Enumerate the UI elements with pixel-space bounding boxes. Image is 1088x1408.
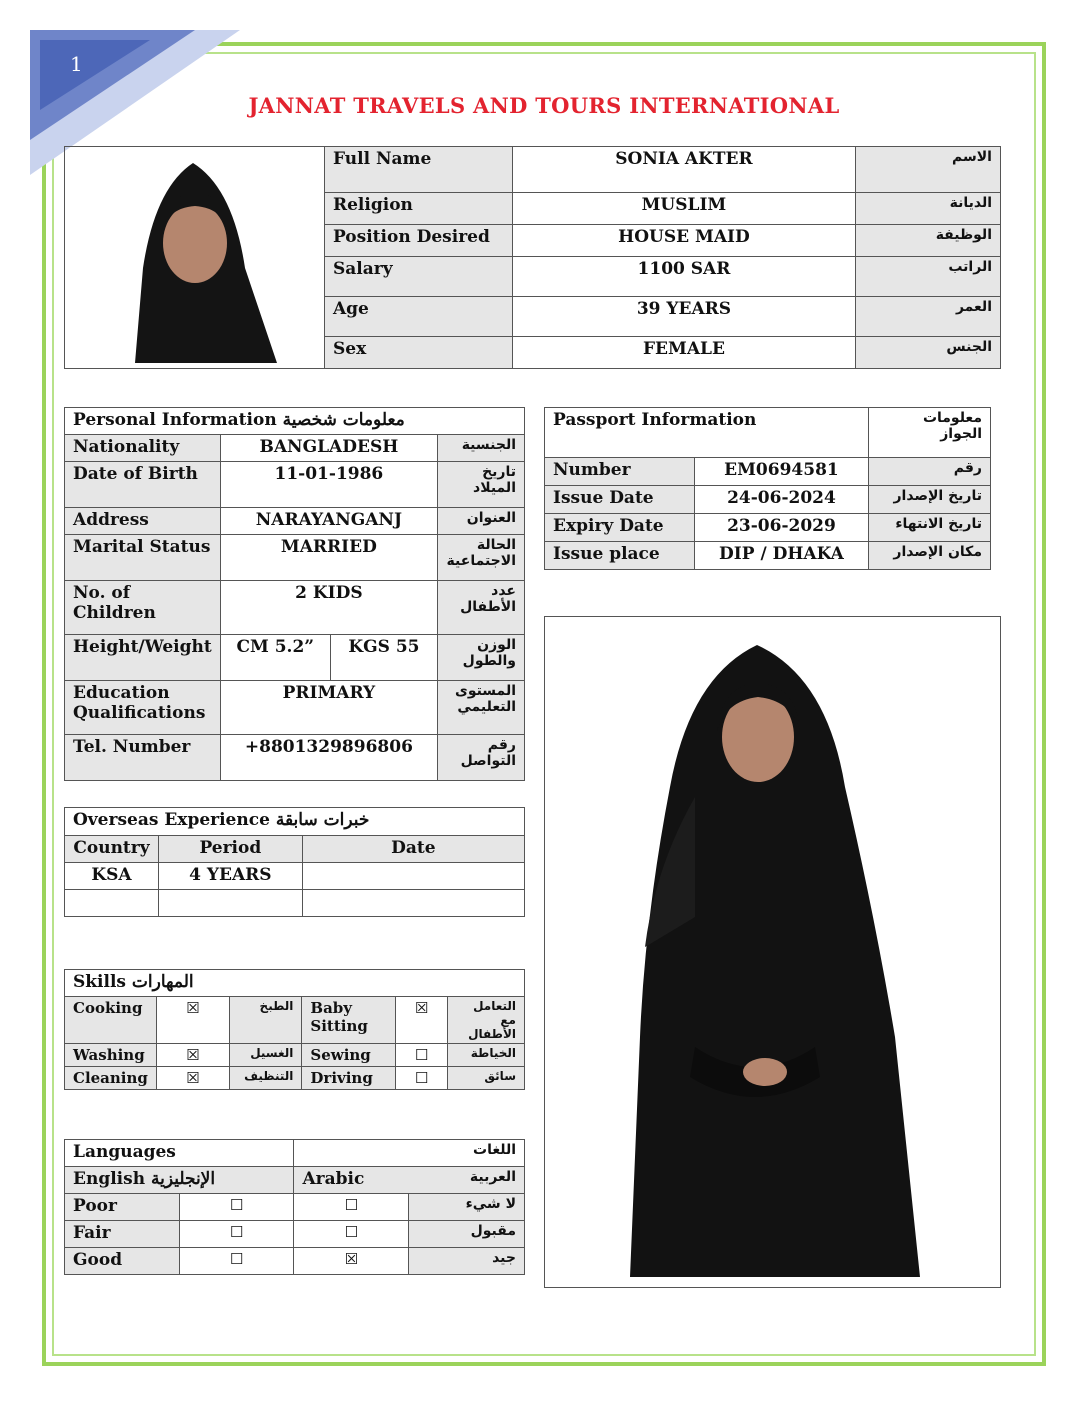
skill-washing-checkbox[interactable]: ☒ [156,1044,229,1067]
top-value-0: SONIA AKTER [512,147,855,193]
overseas-row1-period [158,890,302,917]
top-label-1: Religion [324,193,512,225]
top-ar-5: الجنس [856,337,1001,369]
arabic-good-checkbox[interactable]: ☒ [294,1248,409,1275]
overseas-row1-date [302,890,524,917]
level-poor-ar: لا شيء [409,1194,525,1221]
personal-label-4: No. of Children [65,581,221,635]
skill-washing: Washing [65,1044,157,1067]
skill-cleaning-checkbox[interactable]: ☒ [156,1067,229,1090]
overseas-col-period: Period [158,836,302,863]
top-ar-3: الراتب [856,257,1001,297]
personal-value-0: BANGLADESH [220,435,437,462]
skill-cooking: Cooking [65,997,157,1044]
passport-label-2: Expiry Date [545,514,695,542]
top-label-5: Sex [324,337,512,369]
overseas-col-date: Date [302,836,524,863]
top-ar-4: العمر [856,297,1001,337]
personal-ar-4: عدد الأطفال [438,581,525,635]
top-value-3: 1100 SAR [512,257,855,297]
passport-header: Passport Information [545,408,869,458]
languages-table [64,1139,525,1275]
skill-sewing-checkbox[interactable]: ☐ [396,1044,447,1067]
personal-label-1: Date of Birth [65,462,221,508]
arabic-poor-checkbox[interactable]: ☐ [294,1194,409,1221]
passport-info-table [544,407,991,570]
skill-sewing: Sewing [302,1044,396,1067]
top-info-table [64,146,1001,369]
personal-value-2: NARAYANGANJ [220,508,437,535]
personal-label-5: Height/Weight [65,635,221,681]
language-english: English الإنجليزية [65,1167,294,1194]
skill-driving: Driving [302,1067,396,1090]
english-poor-checkbox[interactable]: ☐ [179,1194,294,1221]
passport-ar-3: مكان الإصدار [869,542,991,570]
language-arabic-ar: العربية [409,1167,525,1194]
personal-label-0: Nationality [65,435,221,462]
level-good-ar: جيد [409,1248,525,1275]
level-fair-ar: مقبول [409,1221,525,1248]
top-value-4: 39 YEARS [512,297,855,337]
personal-ar-5: الوزن والطول [438,635,525,681]
skills-table [64,969,525,1090]
overseas-table [64,807,525,917]
passport-ar-2: تاريخ الانتهاء [869,514,991,542]
personal-ar-7: رقم التواصل [438,735,525,781]
overseas-col-country: Country [65,836,159,863]
skill-baby-sitting-checkbox[interactable]: ☒ [396,997,447,1044]
personal-weight: KGS 55 [330,635,437,681]
skill-cleaning-ar: التنظيف [229,1067,302,1090]
level-fair: Fair [65,1221,180,1248]
skill-sewing-ar: الخياطة [447,1044,524,1067]
overseas-row0-date [302,863,524,890]
level-good: Good [65,1248,180,1275]
personal-ar-3: الحالة الاجتماعية [438,535,525,581]
personal-ar-1: تاريخ الميلاد [438,462,525,508]
personal-value-4: 2 KIDS [220,581,437,635]
english-fair-checkbox[interactable]: ☐ [179,1221,294,1248]
level-poor: Poor [65,1194,180,1221]
personal-value-3: MARRIED [220,535,437,581]
skill-cooking-checkbox[interactable]: ☒ [156,997,229,1044]
passport-label-1: Issue Date [545,486,695,514]
personal-label-7: Tel. Number [65,735,221,781]
passport-label-3: Issue place [545,542,695,570]
skill-washing-ar: الغسيل [229,1044,302,1067]
skill-baby-sitting-ar: التعامل مع الأطفال [447,997,524,1044]
skill-baby-sitting: Baby Sitting [302,997,396,1044]
overseas-row0-country: KSA [65,863,159,890]
personal-value-1: 11-01-1986 [220,462,437,508]
personal-label-3: Marital Status [65,535,221,581]
personal-ar-2: العنوان [438,508,525,535]
personal-label-2: Address [65,508,221,535]
top-value-1: MUSLIM [512,193,855,225]
top-label-0: Full Name [324,147,512,193]
passport-label-0: Number [545,458,695,486]
personal-height: CM 5.2” [220,635,330,681]
top-value-5: FEMALE [512,337,855,369]
passport-ar-0: رقم [869,458,991,486]
languages-header: Languages [65,1140,294,1167]
full-body-photo-frame [544,616,1001,1288]
skill-cooking-ar: الطبخ [229,997,302,1044]
languages-header-ar: اللغات [294,1140,525,1167]
portrait-cell [65,147,325,369]
full-body-photo [545,617,1000,1287]
top-label-4: Age [324,297,512,337]
skill-driving-checkbox[interactable]: ☐ [396,1067,447,1090]
arabic-fair-checkbox[interactable]: ☐ [294,1221,409,1248]
personal-ar-0: الجنسية [438,435,525,462]
top-ar-2: الوظيفة [856,225,1001,257]
company-title: JANNAT TRAVELS AND TOURS INTERNATIONAL [248,93,840,118]
overseas-header: Overseas Experience خبرات سابقة [65,808,525,836]
skill-driving-ar: سائق [447,1067,524,1090]
passport-header-ar: معلومات الجواز [869,408,991,458]
portrait-photo [65,148,323,368]
personal-value-7: +8801329896806 [220,735,437,781]
passport-value-0: EM0694581 [694,458,869,486]
skill-cleaning: Cleaning [65,1067,157,1090]
top-ar-1: الديانة [856,193,1001,225]
language-arabic: Arabic [294,1167,409,1194]
passport-value-3: DIP / DHAKA [694,542,869,570]
personal-value-6: PRIMARY [220,681,437,735]
personal-ar-6: المستوى التعليمي [438,681,525,735]
english-good-checkbox[interactable]: ☐ [179,1248,294,1275]
passport-value-1: 24-06-2024 [694,486,869,514]
top-label-3: Salary [324,257,512,297]
passport-value-2: 23-06-2029 [694,514,869,542]
passport-ar-1: تاريخ الإصدار [869,486,991,514]
personal-info-table [64,407,525,781]
personal-header: Personal Information معلومات شخصية [65,408,525,435]
skills-header: Skills المهارات [65,970,525,997]
overseas-row1-country [65,890,159,917]
top-label-2: Position Desired [324,225,512,257]
personal-label-6: Education Qualifications [65,681,221,735]
page-number: 1 [70,52,83,76]
top-ar-0: الاسم [856,147,1001,193]
overseas-row0-period: 4 YEARS [158,863,302,890]
top-value-2: HOUSE MAID [512,225,855,257]
